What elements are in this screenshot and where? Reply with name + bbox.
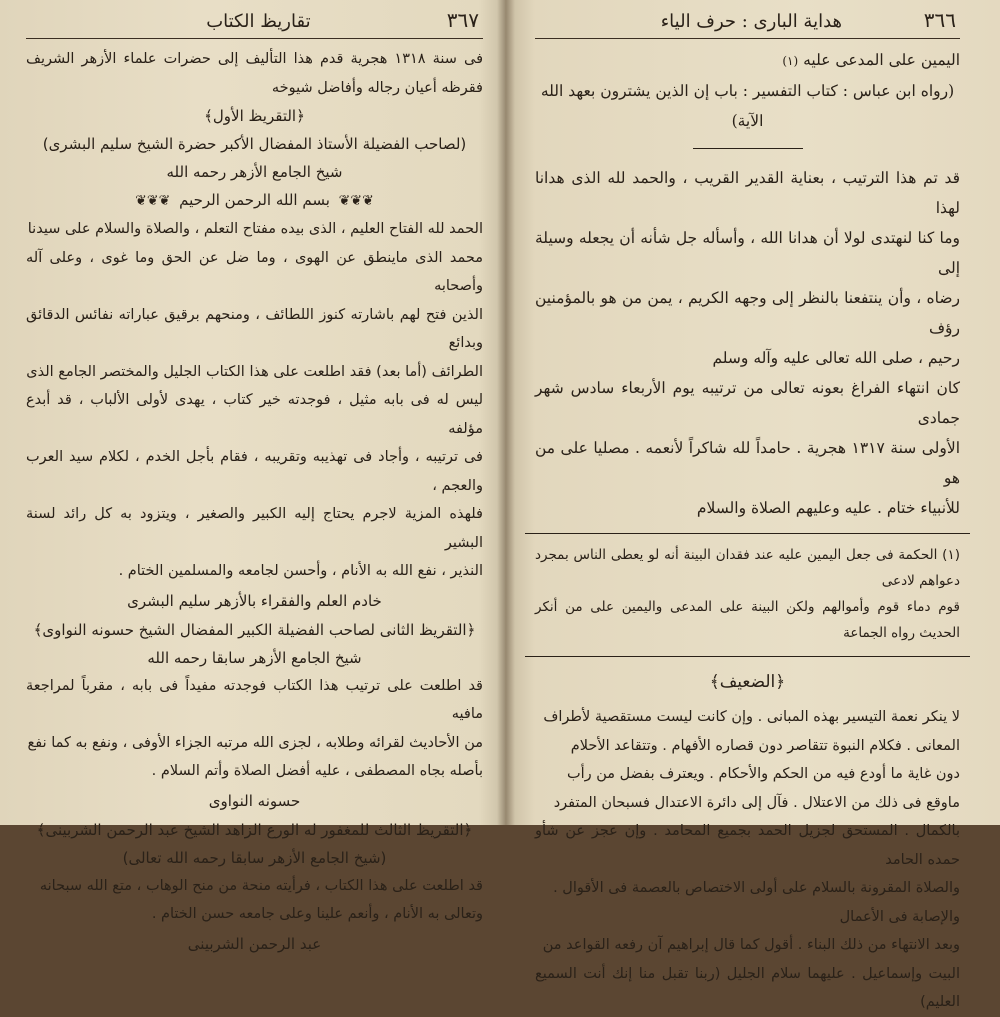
weak-line: بالكمال . المستحق لجزيل الحمد بجميع المحامد . وإن عجز عن شأو حمده الحامد	[535, 823, 960, 868]
footnote-line: (١) الحكمة فى جعل اليمين عليه عند فقدان البينة أنه لو يعطى الناس بمجرد دعواهم لادعى	[535, 547, 960, 589]
right-running-head	[535, 8, 960, 34]
taqriz1-line: الطرائف (أما بعد) فقد اطلعت على هذا الكتاب الجليل والمختصر الجامع الذى	[26, 363, 483, 380]
colophon-line: الأولى سنة ١٣١٧ هجرية . حامداً لله شاكراً لأنعمه . مصليا على من هو	[535, 439, 961, 487]
taqriz2-line: قد اطلعت على ترتيب هذا الكتاب فوجدته مفيداً فى بابه ، مقرباً لمراجعة مافيه	[26, 677, 483, 722]
right-header-title: هداية البارى : حرف الياء	[660, 11, 843, 32]
taqriz3-heading: التقريظ الثالث للمغفور له الورع الزاهد الشيخ عبد الرحمن الشربينى	[45, 820, 464, 839]
taqriz3-title: (شيخ الجامع الأزهر سابقا رحمه الله تعالى)	[122, 848, 387, 867]
left-header-title: تقاريظ الكتاب	[206, 11, 311, 32]
weak-line: لا ينكر نعمة التيسير بهذه المبانى . وإن كانت ليست مستقصية لأطراف	[543, 709, 960, 725]
right-page-number: ٣٦٦	[923, 8, 956, 32]
taqriz1-line: فلهذه المزية لاجرم يحتاج إليه الكبير والصغير ، ويتزود به كل رائد لسنة البشير	[26, 506, 483, 551]
section-title: الضعيف	[719, 672, 776, 692]
entry-title: اليمين على المدعى عليه	[803, 51, 960, 69]
taqriz1-line: الذين فتح لهم باشارته كنوز اللطائف ، ومنحهم برقيق عباراته نفائس الدقائق وبدائع	[26, 306, 483, 351]
taqriz1-heading-wrap: ﴿التقريظ الأول﴾	[204, 107, 305, 125]
taqriz3-heading-wrap: ﴿التقريظ الثالث للمغفور له الورع الزاهد الشيخ عبد الرحمن الشربينى﴾	[36, 820, 473, 839]
weak-line: والإصابة فى الأعمال	[839, 908, 960, 925]
book-gutter	[497, 0, 515, 825]
intro-text: فى سنة ١٣١٨ هجرية قدم هذا التأليف إلى حضرات علماء الأزهر الشريف فقرظه أعيان رجاله وأفاضل شيوخه	[26, 51, 483, 96]
basmala: بسم الله الرحمن الرحيم	[179, 191, 330, 209]
taqriz1-line: الحمد لله الفتاح العليم ، الذى بيده مفتاح التعلم ، والصلاة والسلام على سيدنا	[27, 221, 483, 237]
ornament-right: ❦❦❦	[338, 193, 374, 209]
taqriz2-heading: التقريظ الثانى لصاحب الفضيلة الكبير المفضال الشيخ حسونه النواوى	[42, 620, 467, 639]
weak-line: دون غاية ما أودع فيه من الحكم والأحكام . ويعترف بفضل من رأب	[566, 766, 960, 782]
basmala-line	[26, 186, 483, 215]
taqriz1-heading: التقريظ الأول	[212, 107, 297, 125]
colophon-line: للأنبياء ختام . عليه وعليهم الصلاة والسلام	[696, 499, 960, 517]
taqriz2-line: من الأحاديث لقرائه وطلابه ، لجزى الله مرتبه الجزاء الأوفى ، ونفع به كما نفع	[27, 734, 483, 751]
taqriz3-line: قد اطلعت على هذا الكتاب ، فرأيته منحة من منح الوهاب ، متع الله سبحانه	[39, 877, 483, 894]
taqriz2-line: بأصله بجاه المصطفى ، عليه أفضل الصلاة وأتم السلام .	[151, 763, 483, 779]
right-header-rule	[535, 38, 960, 39]
section-title-wrap: ﴿الضعيف﴾	[709, 672, 786, 692]
taqriz1-signature: خادم العلم والفقراء بالأزهر سليم البشرى	[127, 591, 382, 610]
separator-rule	[693, 148, 803, 149]
taqriz1-line: ليس له فى بابه مثيل ، فوجدته خير كتاب ، يهدى لأولى الألباب ، قد أبدع مؤلفه	[26, 392, 483, 437]
footnote-line: قوم دماء قوم وأموالهم ولكن البينة على المدعى واليمين على من أنكر الحديث رواه الجماعة	[535, 599, 960, 641]
weak-line: المعانى . فكلام النبوة تتقاصر دون قصاره الأفهام . وتتقاعد الأحلام	[570, 737, 960, 754]
left-page	[0, 0, 505, 953]
taqriz2-heading-wrap: ﴿التقريظ الثانى لصاحب الفضيلة الكبير المفضال الشيخ حسونه النواوى﴾	[33, 620, 476, 639]
right-page	[505, 0, 1000, 1010]
weak-line: والصلاة المقرونة بالسلام على أولى الاختصاص بالعصمة فى الأقوال .	[553, 880, 960, 896]
right-body	[535, 45, 960, 1017]
entry-title-line	[535, 45, 960, 76]
taqriz1-author: (لصاحب الفضيلة الأستاذ المفضال الأكبر حضرة الشيخ سليم البشرى)	[42, 135, 467, 153]
left-running-head	[26, 8, 483, 34]
taqriz3-signature: عبد الرحمن الشربينى	[187, 934, 322, 953]
ornament-left: ❦❦❦	[135, 193, 171, 209]
weak-line: البيت وإسماعيل . عليهما سلام الجليل (ربنا تقبل منا إنك أنت السميع العليم)	[535, 965, 960, 1010]
weak-section	[535, 703, 960, 1017]
taqriz3-line: وتعالى به الأنام ، وأنعم علينا وعلى جامعه حسن الختام .	[151, 906, 483, 922]
taqriz1-line: النذير ، نفع الله به الأنام ، وأحسن لجامعه والمسلمين الختام .	[118, 563, 483, 579]
taqriz1-line: فى ترتيبه ، وأجاد فى تهذيبه وتقريبه ، فقام بأجل الخدم ، لكلام سيد العرب والعجم ،	[26, 449, 483, 494]
closing-line: رحيم ، صلى الله تعالى عليه وآله وسلم	[712, 349, 960, 367]
taqriz2-title: شيخ الجامع الأزهر سابقا رحمه الله	[147, 648, 362, 667]
taqriz2-signature: حسونه النواوى	[208, 791, 301, 810]
taqriz1-title: شيخ الجامع الأزهر رحمه الله	[166, 163, 343, 181]
left-header-rule	[26, 38, 483, 39]
closing-line: قد تم هذا الترتيب ، بعناية القدير القريب ، والحمد لله الذى هدانا لهذا	[535, 169, 960, 217]
taqriz1-line: محمد الذى ماينطق عن الهوى ، وما ضل عن الحق وما غوى ، وعلى آله وأصحابه	[26, 249, 483, 294]
weak-line: ماوقع فى ذلك من الاعتلال . فآل إلى دائرة الاعتدال فسبحان المتفرد	[553, 794, 960, 811]
footnote-rule	[525, 533, 970, 534]
footnote-bottom-rule	[525, 656, 970, 657]
left-body	[26, 45, 483, 959]
entry-source: (رواه ابن عباس : كتاب التفسير : باب إن الذين يشترون بعهد الله الآية)	[540, 82, 955, 130]
footnote	[535, 542, 960, 646]
colophon-line: كان انتهاء الفراغ بعونه تعالى من ترتيبه يوم الأربعاء سادس شهر جمادى	[535, 379, 960, 427]
entry-footnote-ref: (١)	[782, 54, 799, 68]
closing-line: وما كنا لنهتدى لولا أن هدانا الله ، وأسأله جل شأنه أن يجعله وسيلة إلى	[535, 229, 960, 277]
left-page-number: ٣٦٧	[446, 8, 479, 32]
closing-line: رضاه ، وأن ينتفعنا بالنظر إلى وجهه الكريم ، يمن من هو بالمؤمنين رؤف	[535, 289, 960, 337]
weak-line: وبعد الانتهاء من ذلك البناء . أقول كما قال إبراهيم آن رفعه القواعد من	[542, 937, 960, 953]
